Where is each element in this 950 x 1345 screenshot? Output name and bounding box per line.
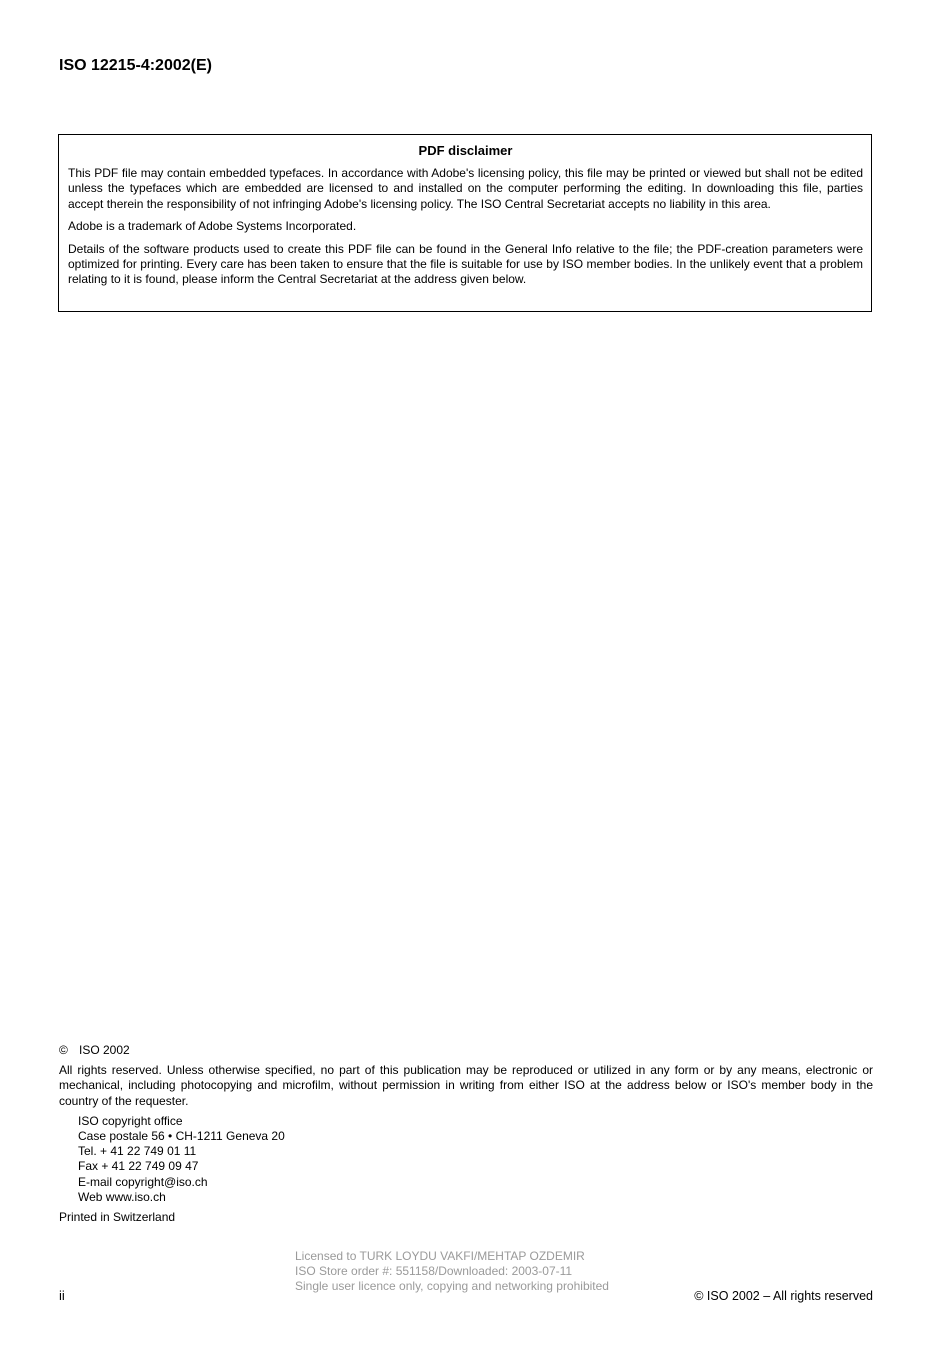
- address-fax: Fax + 41 22 749 09 47: [78, 1159, 199, 1174]
- copyright-block: [59, 1043, 873, 1225]
- copyright-line: [59, 1043, 873, 1058]
- printed-in: Printed in Switzerland: [59, 1210, 176, 1225]
- address-web: Web www.iso.ch: [78, 1189, 166, 1204]
- copyright-symbol: ©: [59, 1043, 68, 1057]
- license-holder: Licensed to TURK LOYDU VAKFI/MEHTAP OZDEMIR: [295, 1249, 585, 1263]
- disclaimer-paragraph-details: Details of the software products used to create this PDF file can be found in the General Info relative to the file; the PDF-creation parameters were optimized for printing. Every care has been taken to ensure that the file is suitable for use by ISO member bodies. In the unlikely event that a problem relating to it is found, please inform the Central Secretariat at the address given below.: [68, 241, 863, 287]
- rights-statement: All rights reserved. Unless otherwise specified, no part of this publication may be reproduced or utilized in any form or by any means, electronic or mechanical, including photocopying and microfilm, without permission in writing from either ISO at the address below or ISO's member body in the country of the requester.: [59, 1063, 873, 1108]
- license-order: ISO Store order #: 551158/Downloaded: 2003-07-11: [295, 1264, 573, 1278]
- disclaimer-paragraph-trademark: Adobe is a trademark of Adobe Systems Incorporated.: [68, 219, 357, 234]
- footer-rights: © ISO 2002 – All rights reserved: [694, 1289, 873, 1303]
- address-office: ISO copyright office: [78, 1113, 183, 1128]
- address-phone: Tel. + 41 22 749 01 11: [78, 1144, 197, 1159]
- pdf-disclaimer-box: [58, 134, 872, 312]
- license-terms: Single user licence only, copying and networking prohibited: [295, 1279, 609, 1293]
- disclaimer-paragraph-typefaces: This PDF file may contain embedded typefaces. In accordance with Adobe's licensing policy, this file may be printed or viewed but shall not be edited unless the typefaces which are embedded are licensed to and installed on the computer performing the editing. In downloading this file, parties accept therein the responsibility of not infringing Adobe's licensing policy. The ISO Central Secretariat accepts no liability in this area.: [68, 166, 863, 211]
- disclaimer-title: PDF disclaimer: [418, 143, 513, 158]
- copyright-owner-year: ISO 2002: [79, 1043, 130, 1057]
- copyright-office-address: [59, 1114, 873, 1205]
- document-id: ISO 12215-4:2002(E): [59, 57, 212, 74]
- license-watermark: [295, 1249, 609, 1294]
- address-postal: Case postale 56 • CH-1211 Geneva 20: [78, 1129, 285, 1144]
- page-number: ii: [59, 1288, 65, 1303]
- address-email: E-mail copyright@iso.ch: [78, 1174, 208, 1189]
